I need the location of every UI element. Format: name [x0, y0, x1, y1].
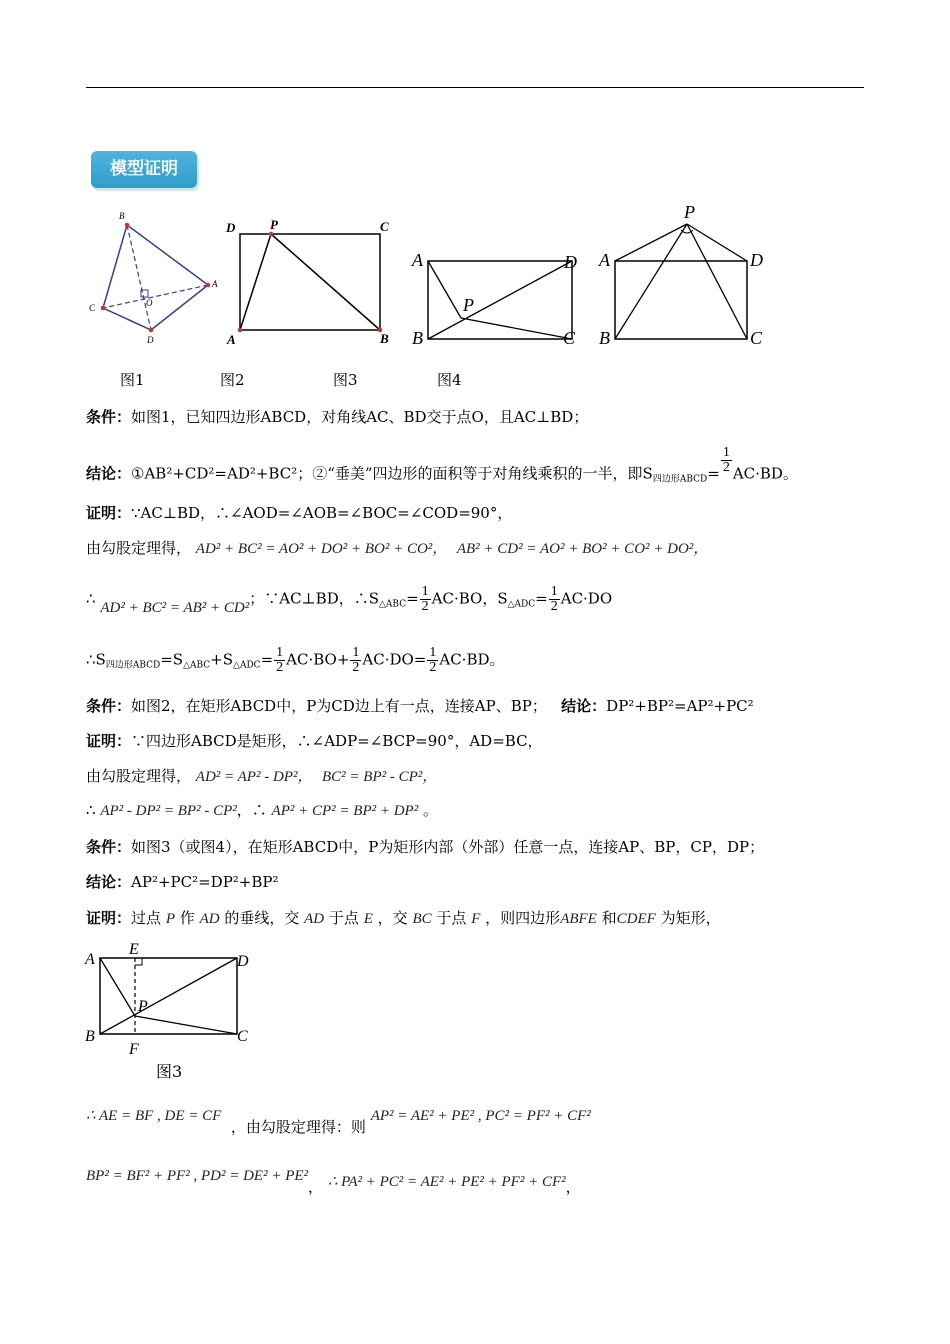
- fig5-label-p: P: [138, 998, 148, 1015]
- fig3-caption: 图3: [333, 371, 358, 389]
- fig1-label-b: B: [119, 211, 125, 221]
- pythagoras-1: 由勾股定理得， AD² + BC² = AO² + DO² + BO² + CO²， AB² + CD² = AO² + BO² + CO² + DO²，: [86, 539, 709, 557]
- final-line-1: ∴ AE = BF , DE = CF ，由勾股定理得：则 AP² = AE² + PE² , PC² = PF² + CF²: [86, 1108, 591, 1136]
- figure-3: [410, 248, 585, 353]
- figure-2: [222, 214, 397, 349]
- fig3-label-a: A: [412, 250, 423, 270]
- figure-1: [86, 205, 226, 350]
- pythagoras-2: 由勾股定理得， AD² = AP² - DP²， BC² = BP² - CP²，: [86, 767, 438, 785]
- fig4-caption: 图4: [437, 371, 462, 389]
- fig1-label-o: O: [146, 298, 153, 308]
- fig2-caption: 图2: [220, 371, 245, 389]
- area-formula: $\therefore S_{四边形ABCD}=S_{\triangle ABC}+S_{\triangle ADC}=$ $\frac{1}{2}$ AC·BO+ $\frac{1}{2}$ AC·DO= $\frac{1}{2}$ AC·BD。: [86, 645, 505, 675]
- condition-1: 条件：如图1，已知四边形ABCD，对角线AC、BD交于点O，且AC⊥BD；: [86, 408, 589, 426]
- fig1-caption: 图1: [120, 371, 145, 389]
- fig1-label-c: C: [89, 303, 96, 313]
- fig4-label-p: P: [684, 202, 695, 222]
- therefore-2: ∴ AP² - DP² = BP² - CP²，∴ AP² + CP² = BP² + DP² 。: [86, 801, 439, 819]
- conclusion-3: 结论：AP²+PC²=DP²+BP²: [86, 873, 279, 891]
- proof-2: 证明：∵四边形ABCD是矩形，∴∠ADP=∠BCP=90°，AD=BC，: [86, 732, 543, 750]
- fig3-label-d: D: [564, 252, 577, 272]
- fig2-label-d: D: [226, 220, 236, 235]
- fig5-label-d: D: [237, 953, 249, 970]
- fig2-label-p: P: [270, 217, 278, 232]
- fig4-label-a: A: [599, 250, 610, 270]
- fig4-label-b: B: [599, 328, 610, 348]
- final-line-2: BP² = BF² + PF² , PD² = DE² + PE²， ∴ PA² + PC² = AE² + PE² + PF² + CF²，: [86, 1168, 581, 1196]
- fig3-label-p: P: [463, 295, 474, 315]
- fig3-label-b: B: [412, 328, 423, 348]
- fig5-label-b: B: [85, 1028, 95, 1045]
- therefore-1: ∴ AD² + BC² = AB² + CD²；∵AC⊥BD，$\therefore S_{\triangle ABC}=$ $\frac{1}{2}$ AC·BO，$S_{\triangle ADC}=$ $\frac{1}{2}$ AC·DO: [86, 584, 613, 616]
- fig5-label-c: C: [237, 1028, 248, 1045]
- fig5-label-e: E: [129, 941, 139, 958]
- fig1-label-d: D: [147, 335, 154, 345]
- header-rule: [86, 87, 864, 88]
- fig5-caption: 图3: [156, 1062, 183, 1081]
- figure-4: [595, 202, 775, 352]
- fig5-label-a: A: [85, 951, 95, 968]
- fig4-label-d: D: [750, 250, 763, 270]
- section-badge: 模型证明: [91, 151, 197, 188]
- fig2-label-a: A: [227, 332, 236, 347]
- fig5-label-f: F: [129, 1041, 139, 1058]
- proof-3: 证明：过点 P 作 AD 的垂线，交 AD 于点 E ，交 BC 于点 F ，则四边形ABFE 和CDEF 为矩形，: [86, 909, 721, 927]
- condition-2: 条件：如图2，在矩形ABCD中，P为CD边上有一点，连接AP、BP； 结论：DP²+BP²=AP²+PC²: [86, 697, 754, 715]
- fig2-label-b: B: [380, 331, 389, 346]
- fig3-label-c: C: [563, 328, 576, 348]
- fig4-label-c: C: [750, 328, 763, 348]
- conclusion-1: 结论：①AB²+CD²=AD²+BC²；②“垂美”四边形的面积等于对角线乘积的一半，即$S_{四边形ABCD}=$ $\frac{1}{2}$ AC·BD。: [86, 445, 798, 485]
- proof-1: 证明：∵AC⊥BD，∴∠AOD=∠AOB=∠BOC=∠COD=90°，: [86, 504, 513, 522]
- fig2-label-c: C: [380, 219, 389, 234]
- fig1-label-a: A: [212, 279, 218, 289]
- condition-3: 条件：如图3（或图4），在矩形ABCD中，P为矩形内部（外部）任意一点，连接AP、BP，CP，DP；: [86, 838, 765, 856]
